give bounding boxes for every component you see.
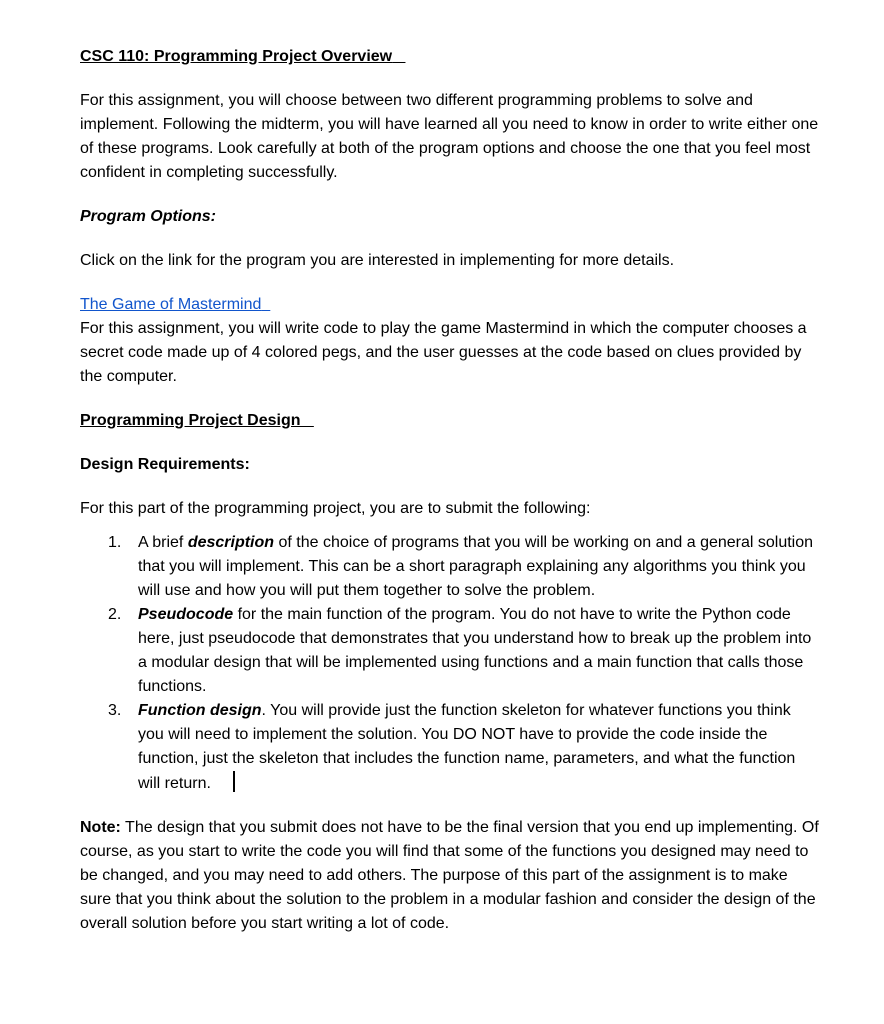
- term-description: description: [187, 534, 275, 551]
- list-number: 3.: [108, 702, 122, 719]
- design-heading: Programming Project Design: [80, 412, 301, 429]
- term-pseudocode: Pseudocode: [138, 606, 234, 623]
- list-item: 1. A brief description of the choice of programs that you will be working on and a general solution that you will implement. This can be a short paragraph explaining any algorithms you think you will use and how you will put them together to solve the problem.: [138, 531, 820, 603]
- mastermind-link[interactable]: The Game of Mastermind: [80, 296, 262, 313]
- note-label: Note:: [80, 819, 121, 836]
- design-requirements-heading: Design Requirements:: [80, 456, 250, 473]
- term-function-design: Function design: [138, 702, 262, 719]
- note-paragraph: Note: The design that you submit does not have to be the final version that you end up implementing. Of course, as you start to write the code you will find that some of the functions you designed may need to be changed, and you may need to add others. The purpose of this part of the assignment is to make sure that you think about the solution to the problem in a modular fashion and consider the design of the overall solution before you start writing a lot of code.: [80, 819, 819, 932]
- program-options-heading: Program Options:: [80, 208, 217, 225]
- list-item: 3. Function design. You will provide just the function skeleton for whatever functions you think you will need to implement the solution. You DO NOT have to provide the code inside the function, just the skeleton that includes the function name, parameters, and what the function will return.: [138, 699, 820, 796]
- requirements-list: [80, 531, 820, 796]
- list-number: 1.: [108, 534, 122, 551]
- list-item: 2. Pseudocode for the main function of the program. You do not have to write the Python code here, just pseudocode that demonstrates that you understand how to break up the problem into a modular design that will be implemented using functions and a main function that calls those functions.: [138, 603, 820, 699]
- intro-paragraph: For this assignment, you will choose between two different programming problems to solve and implement. Following the midterm, you will have learned all you need to know in order to write either one of these programs. Look carefully at both of the program options and choose the one that you feel most confident in completing successfully.: [80, 92, 819, 181]
- document-body: [80, 45, 820, 936]
- list-number: 2.: [108, 606, 122, 623]
- page-title: CSC 110: Programming Project Overview: [80, 48, 393, 65]
- mastermind-description: For this assignment, you will write code to play the game Mastermind in which the computer chooses a secret code made up of 4 colored pegs, and the user guesses at the code based on clues provided by the computer.: [80, 320, 807, 385]
- submit-intro: For this part of the programming project, you are to submit the following:: [80, 500, 591, 517]
- click-instruction: Click on the link for the program you are interested in implementing for more details.: [80, 252, 675, 269]
- text-cursor: [233, 771, 235, 792]
